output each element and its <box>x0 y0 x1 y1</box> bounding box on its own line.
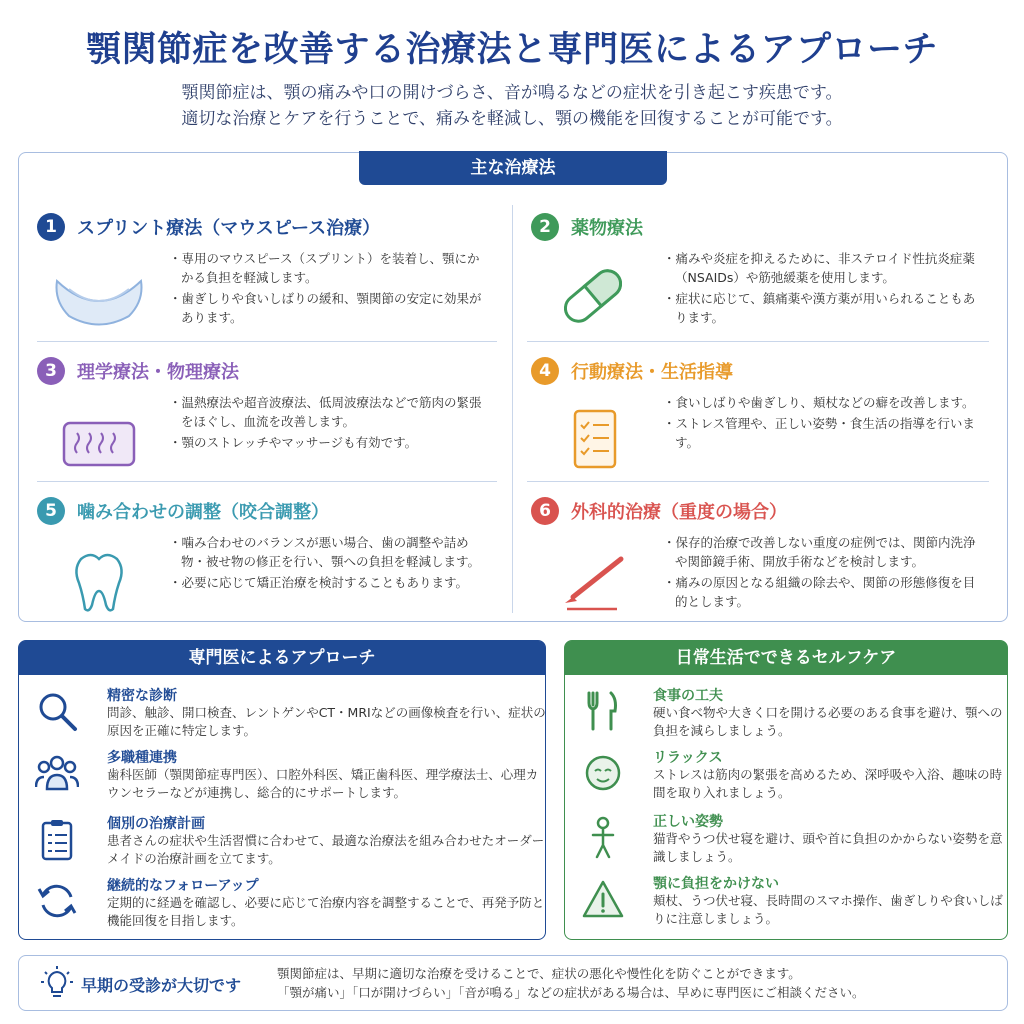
treatment-occlusal-adjustment <box>19 493 489 633</box>
item-desc: 定期的に経過を確認し、必要に応じて治療内容を調整することで、再発予防と機能回復を目指します。 <box>107 895 545 928</box>
bullet: ・ ストレス管理や、正しい姿勢・食生活の指導を行います。 <box>663 414 983 452</box>
bullet: ・ 痛みの原因となる組織の除去や、関節の形態修復を目的とします。 <box>663 573 983 611</box>
treatment-title: 外科的治療（重度の場合） <box>571 502 787 523</box>
bullet: ・ 必要に応じて矯正治療を検討することもあります。 <box>169 573 489 592</box>
treatment-title: 噛み合わせの調整（咬合調整） <box>77 502 329 523</box>
treatments-header: 主な治療法 <box>359 151 667 185</box>
warning-icon <box>581 877 625 921</box>
treatment-number: 1 <box>37 213 65 241</box>
specialist-item-diagnosis <box>31 685 546 747</box>
mouthpiece-icon <box>49 261 149 331</box>
bullet: ・ 噛み合わせのバランスが悪い場合、歯の調整や詰め物・被せ物の修正を行い、顎への負担を軽減します。 <box>169 533 489 571</box>
bullet: ・ 症状に応じて、鎮痛薬や漢方薬が用いられることもあります。 <box>663 289 983 327</box>
bullet: ・ 痛みや炎症を抑えるために、非ステロイド性抗炎症薬（NSAIDs）や筋弛緩薬を使用します。 <box>663 249 983 287</box>
intro-line-1: 顎関節症は、顎の痛みや口の開けづらさ、音が鳴るなどの症状を引き起こす疾患です。 <box>181 83 843 103</box>
relaxed-face-icon <box>581 751 625 795</box>
footer-note <box>18 955 1008 1011</box>
bullet: ・ 専用のマウスピース（スプリント）を装着し、顎にかかる負担を軽減します。 <box>169 249 489 287</box>
heat-pad-icon <box>49 405 149 475</box>
selfcare-header: 日常生活でできるセルフケア <box>565 641 1007 675</box>
treatment-number: 3 <box>37 357 65 385</box>
bullet: ・ 歯ぎしりや食いしばりの緩和、顎関節の安定に効果があります。 <box>169 289 489 327</box>
lightbulb-icon <box>37 964 77 1004</box>
bullet: ・ 保存的治療で改善しない重度の症例では、関節内洗浄や関節鏡手術、開放手術などを検討します。 <box>663 533 983 571</box>
footer-line-1: 顎関節症は、早期に適切な治療を受けることで、症状の悪化や慢性化を防ぐことができます。 <box>277 966 801 981</box>
treatment-number: 6 <box>531 497 559 525</box>
treatment-number: 4 <box>531 357 559 385</box>
item-desc: ストレスは筋肉の緊張を高めるため、深呼吸や入浴、趣味の時間を取り入れましょう。 <box>653 767 1003 800</box>
item-title: 精密な診断 <box>107 688 177 704</box>
treatment-title: 行動療法・生活指導 <box>571 362 733 383</box>
item-title: リラックス <box>653 750 723 766</box>
treatment-physical-therapy <box>19 353 489 493</box>
treatment-bullets <box>169 393 489 454</box>
specialist-item-team <box>31 747 541 809</box>
footer-text <box>277 964 865 1002</box>
clipboard-icon <box>35 817 79 861</box>
treatment-title: スプリント療法（マウスピース治療） <box>77 218 381 239</box>
item-desc: 歯科医師（顎関節症専門医）、口腔外科医、矯正歯科医、理学療法士、心理カウンセラーなどが連携し、総合的にサポートします。 <box>107 767 539 800</box>
selfcare-item-diet <box>577 685 1007 747</box>
item-title: 正しい姿勢 <box>653 814 723 830</box>
bullet: ・ 温熱療法や超音波療法、低周波療法などで筋肉の緊張をほぐし、血流を改善します。 <box>169 393 489 431</box>
page-title: 顎関節症を改善する治療法と専門医によるアプローチ <box>85 29 938 70</box>
selfcare-item-relax <box>577 747 1007 809</box>
item-desc: 猫背やうつ伏せ寝を避け、頭や首に負担のかからない姿勢を意識しましょう。 <box>653 831 1003 864</box>
item-title: 継続的なフォローアップ <box>107 878 259 894</box>
specialist-item-followup <box>31 875 545 937</box>
checklist-icon <box>543 405 643 475</box>
treatment-bullets <box>169 249 489 329</box>
treatment-bullets <box>663 249 983 329</box>
treatment-bullets <box>169 533 489 594</box>
footer-title: 早期の受診が大切です <box>81 976 242 995</box>
treatment-title: 薬物療法 <box>571 218 643 239</box>
magnifier-icon <box>35 689 79 733</box>
bullet: ・ 食いしばりや歯ぎしり、頬杖などの癖を改善します。 <box>663 393 983 412</box>
treatment-title: 理学療法・物理療法 <box>77 362 239 383</box>
selfcare-item-avoid-strain <box>577 873 1007 935</box>
intro-line-2: 適切な治療とケアを行うことで、痛みを軽減し、顎の機能を回復することが可能です。 <box>181 109 843 129</box>
cycle-icon <box>35 879 79 923</box>
item-desc: 患者さんの症状や生活習慣に合わせて、最適な治療法を組み合わせたオーダーメイドの治療計画を立てます。 <box>107 833 545 866</box>
capsule-icon <box>543 261 643 331</box>
treatment-number: 2 <box>531 213 559 241</box>
footer-line-2: 「顎が痛い」「口が開けづらい」「音が鳴る」などの症状がある場合は、早めに専門医にご相談ください。 <box>277 985 865 1000</box>
item-desc: 硬い食べ物や大きく口を開ける必要のある食事を避け、顎への負担を減らしましょう。 <box>653 705 1003 738</box>
scalpel-icon <box>543 545 643 615</box>
specialist-header: 専門医によるアプローチ <box>19 641 545 675</box>
intro-text <box>0 80 1024 132</box>
bullet: ・ 顎のストレッチやマッサージも有効です。 <box>169 433 489 452</box>
treatments-panel <box>18 152 1008 622</box>
item-desc: 頬杖、うつ伏せ寝、長時間のスマホ操作、歯ぎしりや食いしばりに注意しましょう。 <box>653 893 1003 926</box>
item-title: 顎に負担をかけない <box>653 876 779 892</box>
tooth-icon <box>49 545 149 615</box>
treatment-surgery <box>513 493 983 633</box>
item-title: 食事の工夫 <box>653 688 723 704</box>
team-icon <box>35 751 79 795</box>
item-title: 多職種連携 <box>107 750 177 766</box>
specialist-item-plan <box>31 813 545 875</box>
treatment-medication <box>513 209 983 349</box>
specialist-panel <box>18 640 546 940</box>
selfcare-panel <box>564 640 1008 940</box>
item-title: 個別の治療計画 <box>107 816 205 832</box>
person-posture-icon <box>581 815 625 859</box>
item-desc: 問診、触診、開口検査、レントゲンやCT・MRIなどの画像検査を行い、症状の原因を正確に特定します。 <box>107 705 546 738</box>
treatment-splint <box>19 209 489 349</box>
treatment-bullets <box>663 393 983 454</box>
treatment-number: 5 <box>37 497 65 525</box>
treatment-behavioral <box>513 353 983 493</box>
treatment-bullets <box>663 533 983 613</box>
selfcare-item-posture <box>577 811 1007 873</box>
cutlery-icon <box>581 689 625 733</box>
